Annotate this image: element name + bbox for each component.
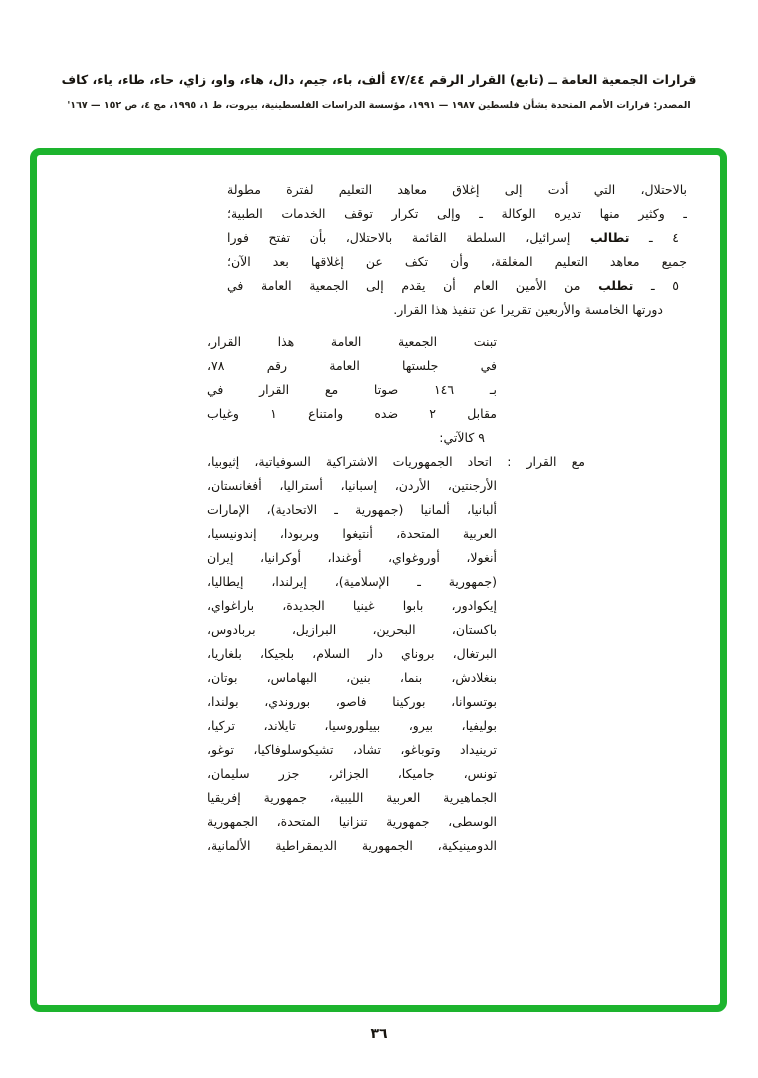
vote-list-line: تونس، جاميكا، الجزائر، جزر سليمان،	[207, 766, 497, 781]
vote-label: مع القرار	[526, 454, 585, 469]
vote-list-line: بوتسوانا، بوركينا فاصو، بوروندي، بولندا،	[207, 694, 497, 709]
paragraph-line: ـ وكثير منها تديره الوكالة ـ وإلى تكرار توقف الخدمات الطبية؛	[227, 206, 687, 221]
vote-list-line: بنغلادش، بنما، بنين، البهاماس، بوتان،	[207, 670, 497, 685]
page-number: ٣٦	[370, 1026, 388, 1042]
vote-list-line: الأرجنتين، الأردن، إسبانيا، أستراليا، أفغانستان،	[207, 478, 497, 493]
item-text: إسرائيل، السلطة القائمة بالاحتلال، بأن تفتح فورا	[227, 230, 571, 245]
paragraph-line-item-5	[227, 274, 687, 298]
vote-list-line: الجماهيرية العربية الليبية، جمهورية إفريقيا	[207, 790, 497, 805]
vote-list-line: (جمهورية ـ الإسلامية)، إيرلندا، إيطاليا،	[207, 574, 497, 589]
resolution-text	[37, 155, 720, 1005]
vote-list-line: العربية المتحدة، أنتيغوا وبربودا، إندونيسيا،	[207, 526, 497, 541]
adoption-line: في جلستها العامة رقم ٧٨،	[207, 358, 497, 373]
resolution-paragraph	[227, 178, 687, 322]
vote-country-list	[207, 474, 497, 858]
adoption-line: ٩ كالآتي:	[439, 430, 485, 445]
paragraph-line: جميع معاهد التعليم المغلقة، وأن تكف عن إغلاقها بعد الآن؛	[227, 254, 687, 269]
vote-list-line: الدومينيكية، الجمهورية الديمقراطية الألمانية،	[207, 838, 497, 853]
item-text: من الأمين العام أن يقدم إلى الجمعية العامة في	[227, 278, 581, 293]
vote-list-line: الوسطى، جمهورية تنزانيا المتحدة، الجمهورية	[207, 814, 497, 829]
vote-colon: :	[507, 454, 512, 469]
document-frame	[30, 148, 727, 1012]
source-line: المصدر: قرارات الأمم المتحدة بشأن فلسطين ١٩٨٧ — ١٩٩١، مؤسسة الدراسات الفلسطينية، بيروت، ط ١، ١٩٩٥، مج ٤، ص ١٥٢ — ١٦٧'	[67, 100, 691, 111]
vote-list-line: بوليفيا، بيرو، بييلوروسيا، تايلاند، تركيا،	[207, 718, 497, 733]
vote-list-line: إيكوادور، بابوا غينيا الجديدة، باراغواي،	[207, 598, 497, 613]
vote-list-line: ترينيداد وتوباغو، تشاد، تشيكوسلوفاكيا، توغو،	[207, 742, 497, 757]
paragraph-line: دورتها الخامسة والأربعين تقريرا عن تنفيذ هذا القرار.	[393, 302, 663, 317]
vote-list-line: باكستان، البحرين، البرازيل، بربادوس،	[207, 622, 497, 637]
paragraph-line: بالاحتلال، التي أدت إلى إغلاق معاهد التعليم لفترة مطولة	[227, 182, 687, 197]
item-verb: تطالب	[589, 230, 630, 245]
adoption-line: مقابل ٢ ضده وامتناع ١ وغياب	[207, 406, 497, 421]
paragraph-line-item-4	[227, 226, 687, 250]
vote-list-line: اتحاد الجمهوريات الاشتراكية السوفياتية، إثيوبيا،	[207, 454, 493, 469]
header-title: قرارات الجمعية العامة ــ (تابع) القرار الرقم ٤٧/٤٤ ألف، باء، جيم، دال، هاء، واو، زاي، حاء، طاء، ياء، كاف	[61, 72, 697, 87]
item-verb: تطلب	[598, 278, 634, 293]
adoption-block	[207, 330, 497, 450]
item-number: ٥ ـ	[650, 278, 679, 293]
vote-in-favour-line	[207, 450, 585, 474]
item-number: ٤ ـ	[649, 230, 679, 245]
adoption-line: تبنت الجمعية العامة هذا القرار،	[207, 334, 497, 349]
vote-list-line: ألبانيا، ألمانيا (جمهورية ـ الاتحادية)، الإمارات	[207, 502, 497, 517]
vote-list-line: البرتغال، بروناي دار السلام، بلجيكا، بلغاريا،	[207, 646, 497, 661]
vote-list-line: أنغولا، أوروغواي، أوغندا، أوكرانيا، إيران	[207, 550, 497, 565]
adoption-line: بـ ١٤٦ صوتا مع القرار في	[207, 382, 497, 397]
